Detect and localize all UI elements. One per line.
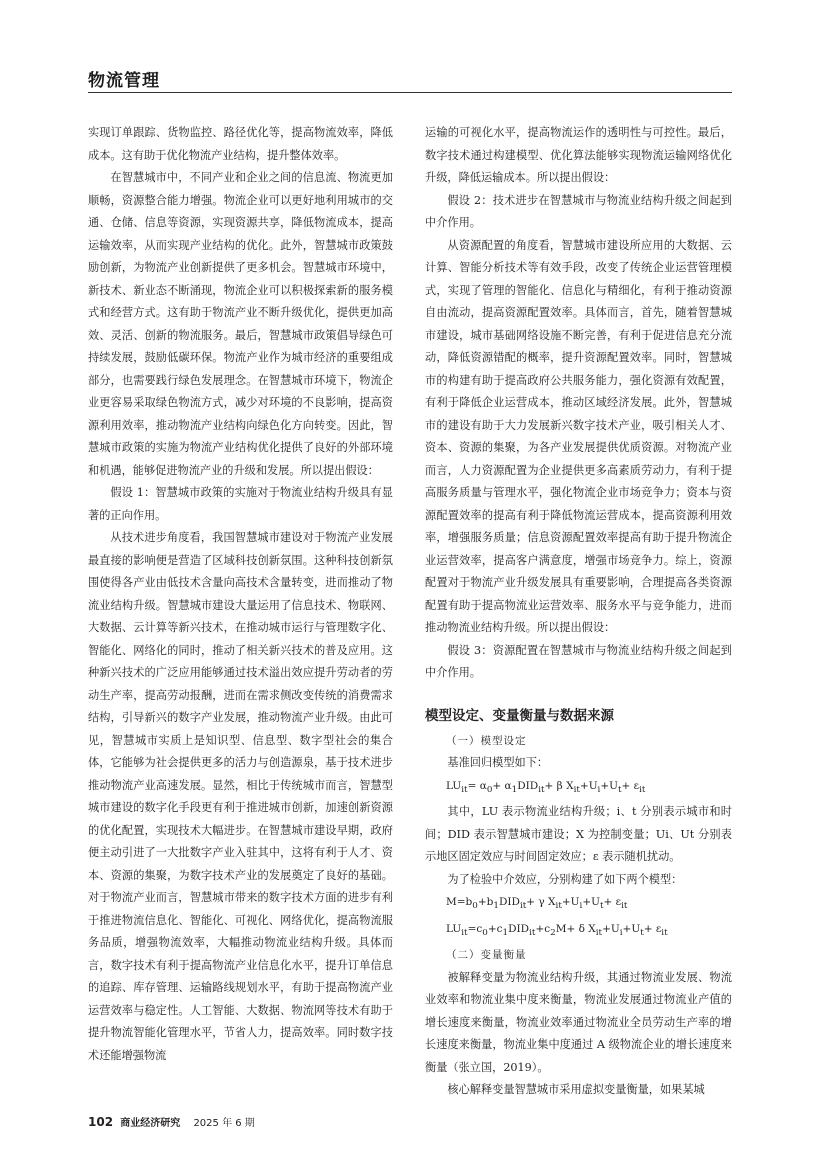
journal-name: 商业经济研究 <box>120 1118 181 1129</box>
paragraph: 运输的可视化水平，提高物流运作的透明性与可控性。最后，数字技术通过构建模型、优化算法能够实现物流运输网络优化升级，降低运输成本。所以提出假设： <box>425 126 732 184</box>
header-divider <box>88 92 732 93</box>
right-column <box>425 122 732 1102</box>
paragraph: 从资源配置的角度看，智慧城市建设所应用的大数据、云计算、智能分析技术等有效手段，改变了传统企业运营管理模式，实现了管理的智能化、信息化与精细化，有利于推动资源自由流动，提高资源配置效率。具体而言，首先，随着智慧城市建设，城市基础网络设施不断完善，有利于促进信息充分流动，降低资源错配的概率，提升资源配置效率。同时，智慧城市的构建有助于提高政府公共服务能力，强化资源有效配置，有利于降低企业运营成本，推动区域经济发展。此外，智慧城市的建设有助于大力发展新兴数字技术产业，吸引相关人才、资本、资源的集聚，为各产业发展提供优质资源。对物流产业而言，人力资源配置为企业提供更多高素质劳动力，有利于提高服务质量与管理水平，强化物流企业市场竞争力；资本与资源配置效率的提高有利于降低物流运营成本，提高资源利用效率，增强服务质量；信息资源配置效率提高有助于提升物流企业运营效率，提高客户满意度，增强市场竞争力。综上，资源配置对于物流产业升级发展具有重要影响，合理提高各类资源配置有助于提高物流业运营效率、服务水平与竞争能力，进而推动物流业结构升级。所以提出假设： <box>425 238 732 634</box>
equation-mediator: $M=b_0+b_1DID_{it}+ \gamma$ $X_{it}+U_i+U_t+ \varepsilon_{it}$ <box>446 896 628 912</box>
left-column <box>88 122 393 1067</box>
page-footer <box>88 1114 255 1129</box>
subsection-heading: （一）模型设定 <box>446 734 527 747</box>
paragraph: 在智慧城市中，不同产业和企业之间的信息流、物流更加顺畅，资源整合能力增强。物流企业可以更好地利用城市的交通、仓储、信息等资源，实现资源共享，降低物流成本，提高运输效率，从而实现产业结构的优化。此外，智慧城市政策鼓励创新，为物流产业创新提供了更多机会。智慧城市环境中，新技术、新业态不断涌现，物流企业可以积极探索新的服务模式和经营方式。这有助于物流产业不断升级优化，提供更加高效、灵活、创新的物流服务。最后，智慧城市政策倡导绿色可持续发展，鼓励低碳环保。物流产业作为城市经济的重要组成部分，也需要践行绿色发展理念。在智慧城市环境下，物流企业更容易采取绿色物流方式，减少对环境的不良影响，提高资源利用效率，推动物流产业结构向绿色化方向转变。因此，智慧城市政策的实施为物流产业结构优化提供了良好的外部环境和机遇，能够促进物流产业的升级和发展。所以提出假设： <box>88 171 393 477</box>
baseline-intro: 基准回归模型如下： <box>447 756 549 769</box>
equation-outcome: $LU_{it}=c_0+c_1DID_{it}+c_2M+ \delta$ $X_{it}+U_i+U_t+ \varepsilon_{it}$ <box>446 922 668 938</box>
hypothesis-1: 假设 1：智慧城市政策的实施对于物流业结构升级具有显著的正向作用。 <box>88 486 393 522</box>
paragraph: 被解释变量为物流业结构升级，其通过物流业发展、物流业效率和物流业集中度来衡量，物流业发展通过物流业产值的增长速度来衡量，物流业效率通过物流业全员劳动生产率的增长速度来衡量，物流业集中度通过 A 级物流企业的增长速度来衡量（张立国，2019）。 <box>425 970 732 1074</box>
section-title: 模型设定、变量衡量与数据来源 <box>425 707 614 724</box>
hypothesis-3: 假设 3：资源配置在智慧城市与物流业结构升级之间起到中介作用。 <box>425 643 732 679</box>
model-explanation: 其中，LU 表示物流业结构升级；i、t 分别表示城市和时间；DID 表示智慧城市建设；X 为控制变量；Ui、Ut 分别表示地区固定效应与时间固定效应；ε 表示随机扰动。 <box>425 805 732 864</box>
mediation-intro: 为了检验中介效应，分别构建了如下两个模型： <box>447 872 683 886</box>
paragraph: 从技术进步角度看，我国智慧城市建设对于物流产业发展最直接的影响便是营造了区域科技创新氛围。这种科技创新氛围使得各产业由低技术含量向高技术含量转变，进而推动了物流业结构升级。智慧城市建设大量运用了信息技术、物联网、大数据、云计算等新兴技术，在推动城市运行与管理数字化、智能化、网络化的同时，推动了相关新兴技术的普及应用。这种新兴技术的广泛应用能够通过技术溢出效应提升劳动者的劳动生产率，提高劳动报酬，进而在需求侧改变传统的消费需求结构，引导新兴的数字产业发展，推动物流产业升级。由此可见，智慧城市实质上是知识型、信息型、数字型社会的集合体，它能够为社会提供更多的活力与创造源泉，基于技术进步推动物流产业高速发展。显然，相比于传统城市而言，智慧型城市建设的数字化手段更有利于推进城市创新，加速创新资源的优化配置，实现技术大幅进步。在智慧城市建设早期，政府便主动引进了一大批数字产业入驻其中，这将有利于人才、资本、资源的集聚，为数字技术产业的发展奠定了良好的基础。对于物流产业而言，智慧城市带来的数字技术方面的进步有利于推进物流信息化、智能化、可视化、网络优化，提高物流服务品质，增强物流效率，大幅推动物流业结构升级。具体而言，数字技术有利于提高物流产业信息化水平，提升订单信息的追踪、库存管理、运输路线规划水平，有助于提高物流产业运营效率与稳定性。人工智能、大数据、物流网等技术有助于提升物流智能化管理水平，节省人力，提高效率。同时数字技术还能增强物流 <box>88 531 393 1062</box>
section-header: 物流管理 <box>88 71 160 91</box>
paragraph: 实现订单跟踪、货物监控、路径优化等，提高物流效率，降低成本。这有助于优化物流产业结构，提升整体效率。 <box>88 126 393 162</box>
equation-baseline: $LU_{it}= \alpha_0+ \alpha_1DID_{it}+ \beta$ $X_{it}+U_i+U_t+ \varepsilon_{it}$ <box>446 779 646 795</box>
issue-label: 2025 年 6 期 <box>193 1118 255 1129</box>
hypothesis-2: 假设 2：技术进步在智慧城市与物流业结构升级之间起到中介作用。 <box>425 193 732 229</box>
paragraph: 核心解释变量智慧城市采用虚拟变量衡量，如果某城 <box>447 1083 705 1097</box>
subsection-heading: （二）变量衡量 <box>446 949 527 962</box>
page-number: 102 <box>88 1115 114 1129</box>
